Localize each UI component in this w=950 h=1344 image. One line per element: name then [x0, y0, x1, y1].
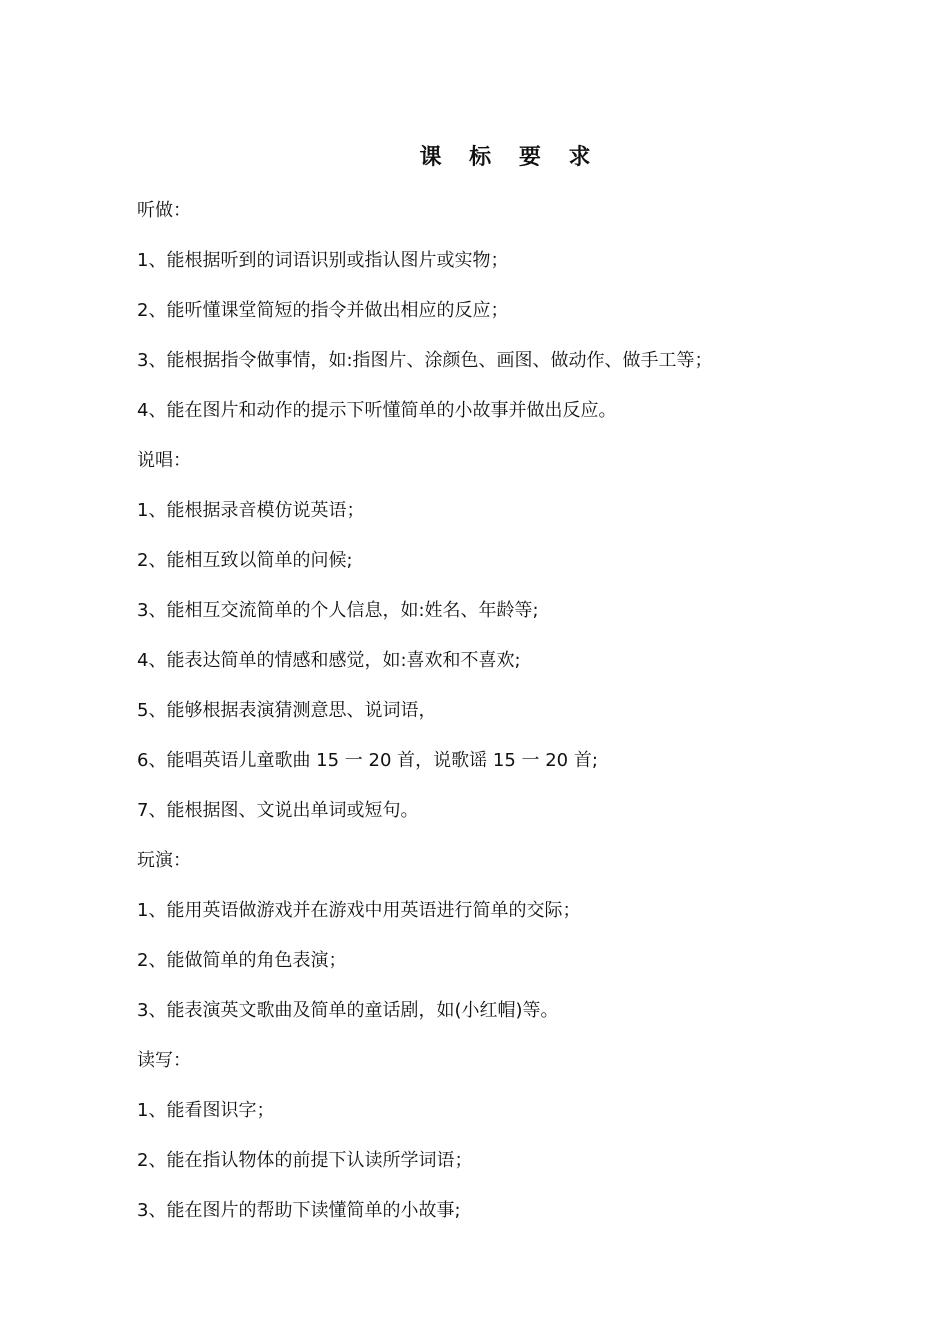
list-item: 3、能相互交流简单的个人信息，如:姓名、年龄等;	[137, 600, 539, 621]
list-item: 3、能根据指令做事情，如:指图片、涂颜色、画图、做动作、做手工等；	[137, 350, 713, 371]
list-item: 2、能做简单的角色表演；	[137, 950, 347, 971]
list-item: 2、能在指认物体的前提下认读所学词语；	[137, 1150, 473, 1171]
list-item: 2、能相互致以简单的问候;	[137, 550, 353, 571]
list-item: 1、能根据听到的词语识别或指认图片或实物；	[137, 250, 509, 271]
list-item: 1、能用英语做游戏并在游戏中用英语进行简单的交际；	[137, 900, 581, 921]
list-item: 6、能唱英语儿童歌曲 15 一 20 首，说歌谣 15 一 20 首;	[137, 750, 598, 771]
document-body	[137, 197, 917, 1247]
list-item: 3、能表演英文歌曲及简单的童话剧，如(小红帽)等。	[137, 1000, 559, 1021]
list-item: 3、能在图片的帮助下读懂简单的小故事;	[137, 1200, 461, 1221]
list-item: 1、能根据录音模仿说英语；	[137, 500, 365, 521]
section-heading-speak-sing: 说唱：	[137, 450, 191, 471]
list-item: 7、能根据图、文说出单词或短句。	[137, 800, 419, 821]
list-item: 4、能在图片和动作的提示下听懂简单的小故事并做出反应。	[137, 400, 617, 421]
list-item: 2、能听懂课堂简短的指令并做出相应的反应；	[137, 300, 509, 321]
list-item: 5、能够根据表演猜测意思、说词语，	[137, 700, 437, 721]
list-item: 4、能表达简单的情感和感觉，如:喜欢和不喜欢;	[137, 650, 521, 671]
page-title: 课 标 要 求	[419, 145, 601, 170]
list-item: 1、能看图识字；	[137, 1100, 275, 1121]
section-heading-play-act: 玩演：	[137, 850, 191, 871]
section-heading-listen-do: 听做：	[137, 200, 191, 221]
section-heading-read-write: 读写：	[137, 1050, 191, 1071]
